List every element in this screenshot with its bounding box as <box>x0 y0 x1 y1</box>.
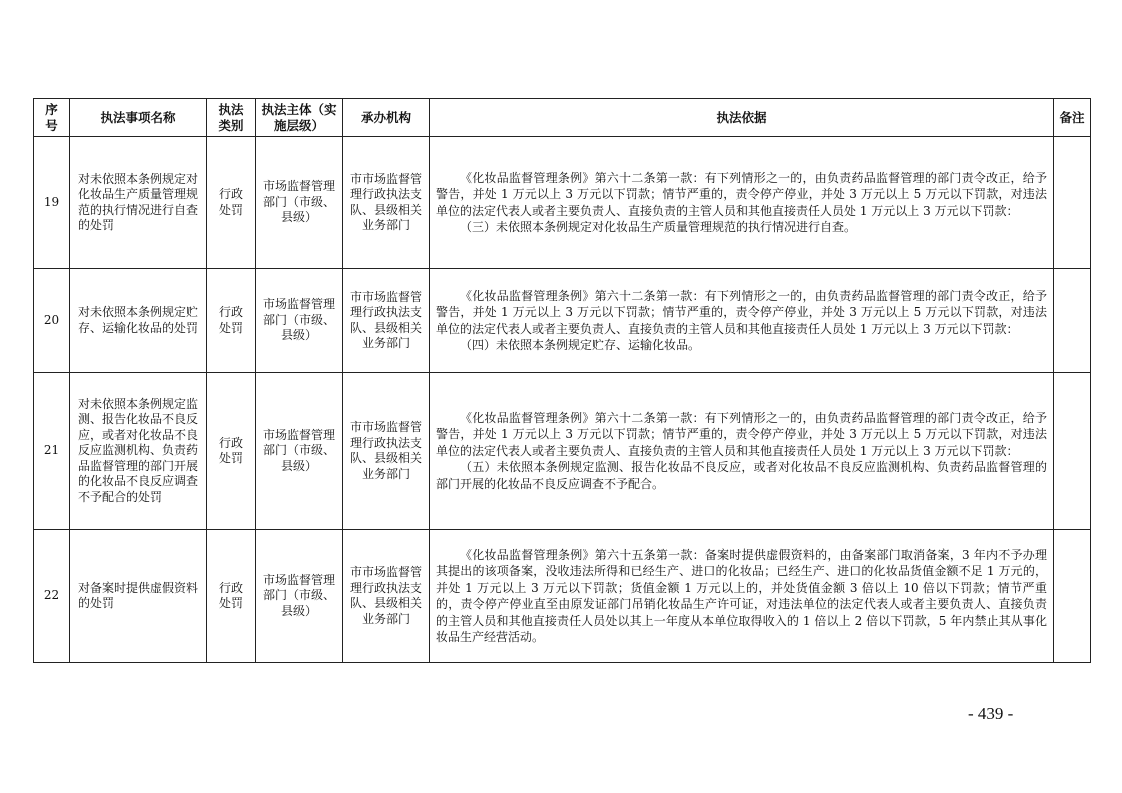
row-agency: 市市场监督管理行政执法支队、县级相关业务部门 <box>343 373 430 530</box>
table-header-row <box>34 99 1091 137</box>
header-subject: 执法主体（实施层级） <box>256 99 343 137</box>
row-seq: 21 <box>34 373 70 530</box>
row-category: 行政处罚 <box>207 137 256 269</box>
table-row <box>34 530 1091 663</box>
row-item-name: 对未依照本条例规定监测、报告化妆品不良反应，或者对化妆品不良反应监测机构、负责药品监督管理的部门开展的化妆品不良反应调查不予配合的处罚 <box>70 373 207 530</box>
row-subject: 市场监督管理部门（市级、县级） <box>256 530 343 663</box>
row-subject: 市场监督管理部门（市级、县级） <box>256 373 343 530</box>
row-basis <box>430 269 1054 373</box>
row-remarks <box>1054 530 1091 663</box>
row-category: 行政处罚 <box>207 373 256 530</box>
basis-paragraph: 《化妆品监督管理条例》第六十五条第一款：备案时提供虚假资料的，由备案部门取消备案，3 年内不予办理其提出的该项备案，没收违法所得和已经生产、进口的化妆品；已经生产、进口的化妆品货值金额不足 1 万元的，并处 1 万元以上 3 万元以下罚款；货值金额 1 万元以上的，并处货值金额 3 倍以上 10 倍以下罚款；情节严重的，责令停产停业直至由原发证部门吊销化妆品生产许可证，对违法单位的法定代表人或者主要负责人、直接负责的主管人员和其他直接责任人员处以其上一年度从本单位取得收入的 1 倍以上 2 倍以下罚款，5 年内禁止其从事化妆品生产经营活动。 <box>436 547 1047 644</box>
row-basis <box>430 530 1054 663</box>
basis-clause: （五）未依照本条例规定监测、报告化妆品不良反应，或者对化妆品不良反应监测机构、负责药品监督管理的部门开展的化妆品不良反应调查不予配合。 <box>436 460 1047 491</box>
row-category: 行政处罚 <box>207 269 256 373</box>
row-item-name: 对未依照本条例规定对化妆品生产质量管理规范的执行情况进行自查的处罚 <box>70 137 207 269</box>
table-row <box>34 137 1091 269</box>
enforcement-items-table <box>33 98 1091 663</box>
row-subject: 市场监督管理部门（市级、县级） <box>256 269 343 373</box>
row-agency: 市市场监督管理行政执法支队、县级相关业务部门 <box>343 269 430 373</box>
row-basis <box>430 137 1054 269</box>
row-seq: 20 <box>34 269 70 373</box>
table-row <box>34 373 1091 530</box>
basis-clause: （四）未依照本条例规定贮存、运输化妆品。 <box>460 338 701 352</box>
header-category: 执法类别 <box>207 99 256 137</box>
header-basis: 执法依据 <box>430 99 1054 137</box>
header-remarks: 备注 <box>1054 99 1091 137</box>
basis-clause: （三）未依照本条例规定对化妆品生产质量管理规范的执行情况进行自查。 <box>460 220 857 234</box>
basis-paragraph: 《化妆品监督管理条例》第六十二条第一款：有下列情形之一的，由负责药品监督管理的部门责令改正，给予警告，并处 1 万元以上 3 万元以下罚款；情节严重的，责令停产停业，并处 3 万元以上 5 万元以下罚款，对违法单位的法定代表人或者主要负责人、直接负责的主管人员和其他直接责任人员处 1 万元以上 3 万元以下罚款： <box>436 170 1047 218</box>
row-category: 行政处罚 <box>207 530 256 663</box>
table-row <box>34 269 1091 373</box>
row-item-name: 对未依照本条例规定贮存、运输化妆品的处罚 <box>70 269 207 373</box>
row-remarks <box>1054 269 1091 373</box>
header-name: 执法事项名称 <box>70 99 207 137</box>
row-seq: 22 <box>34 530 70 663</box>
basis-paragraph: 《化妆品监督管理条例》第六十二条第一款：有下列情形之一的，由负责药品监督管理的部门责令改正，给予警告，并处 1 万元以上 3 万元以下罚款；情节严重的，责令停产停业，并处 3 万元以上 5 万元以下罚款，对违法单位的法定代表人或者主要负责人、直接负责的主管人员和其他直接责任人员处 1 万元以上 3 万元以下罚款： <box>436 410 1047 458</box>
row-seq: 19 <box>34 137 70 269</box>
row-agency: 市市场监督管理行政执法支队、县级相关业务部门 <box>343 530 430 663</box>
header-seq: 序号 <box>34 99 70 137</box>
header-agency: 承办机构 <box>343 99 430 137</box>
row-item-name: 对备案时提供虚假资料的处罚 <box>70 530 207 663</box>
basis-paragraph: 《化妆品监督管理条例》第六十二条第一款：有下列情形之一的，由负责药品监督管理的部门责令改正，给予警告，并处 1 万元以上 3 万元以下罚款；情节严重的，责令停产停业，并处 3 万元以上 5 万元以下罚款，对违法单位的法定代表人或者主要负责人、直接负责的主管人员和其他直接责任人员处 1 万元以上 3 万元以下罚款： <box>436 288 1047 336</box>
row-basis <box>430 373 1054 530</box>
row-agency: 市市场监督管理行政执法支队、县级相关业务部门 <box>343 137 430 269</box>
row-remarks <box>1054 137 1091 269</box>
row-subject: 市场监督管理部门（市级、县级） <box>256 137 343 269</box>
row-remarks <box>1054 373 1091 530</box>
page-number: - 439 - <box>968 704 1014 723</box>
